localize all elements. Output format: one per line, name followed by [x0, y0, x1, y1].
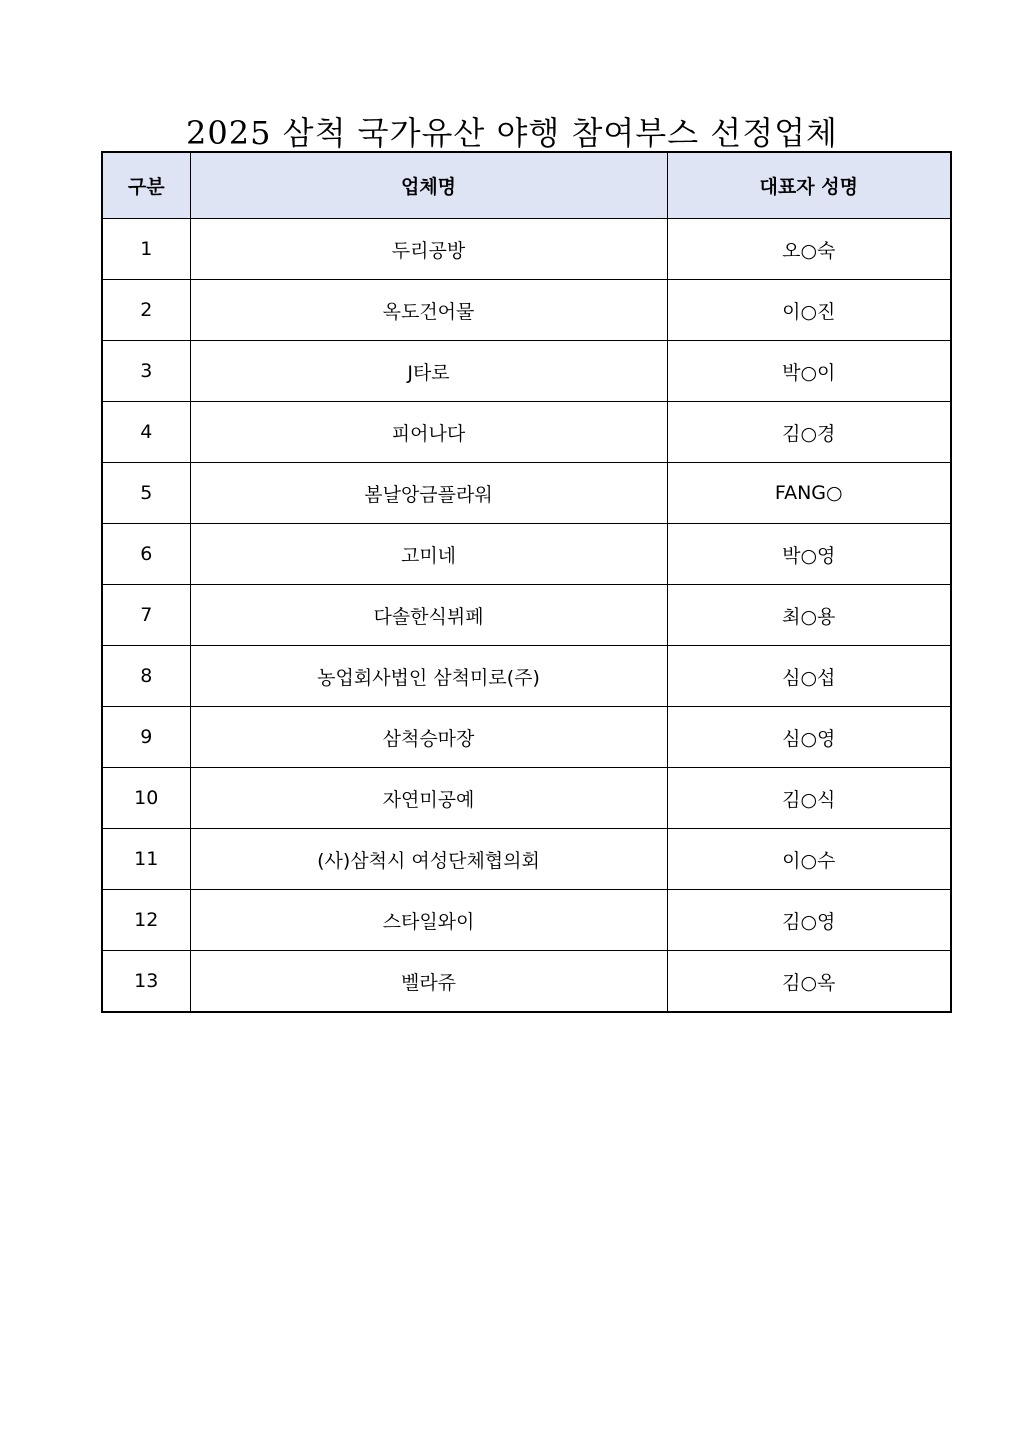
company-name: 봄날앙금플라워 [190, 463, 667, 524]
row-number: 5 [102, 463, 190, 524]
table-row [102, 768, 951, 829]
table-header-row [102, 152, 951, 219]
company-name: 농업회사법인 삼척미로(주) [190, 646, 667, 707]
row-number: 9 [102, 707, 190, 768]
representative-name: 김○옥 [667, 951, 951, 1013]
company-name: 두리공방 [190, 219, 667, 280]
company-name: J타로 [190, 341, 667, 402]
row-number: 8 [102, 646, 190, 707]
row-number: 10 [102, 768, 190, 829]
table-row [102, 890, 951, 951]
representative-name: FANG○ [667, 463, 951, 524]
selected-vendors-table [101, 151, 952, 1013]
company-name: 고미네 [190, 524, 667, 585]
company-name: 벨라쥬 [190, 951, 667, 1013]
company-name: 옥도건어물 [190, 280, 667, 341]
row-number: 6 [102, 524, 190, 585]
table-row [102, 585, 951, 646]
row-number: 7 [102, 585, 190, 646]
table-row [102, 951, 951, 1013]
representative-name: 심○섭 [667, 646, 951, 707]
representative-name: 박○영 [667, 524, 951, 585]
column-header-representative: 대표자 성명 [667, 152, 951, 219]
table-header [102, 152, 951, 219]
row-number: 4 [102, 402, 190, 463]
row-number: 1 [102, 219, 190, 280]
representative-name: 오○숙 [667, 219, 951, 280]
table-row [102, 402, 951, 463]
representative-name: 김○경 [667, 402, 951, 463]
table-body [102, 219, 951, 1013]
column-header-company: 업체명 [190, 152, 667, 219]
table-row [102, 707, 951, 768]
table-row [102, 524, 951, 585]
representative-name: 이○진 [667, 280, 951, 341]
table-row [102, 280, 951, 341]
table-row [102, 219, 951, 280]
company-name: 다솔한식뷔페 [190, 585, 667, 646]
row-number: 3 [102, 341, 190, 402]
representative-name: 심○영 [667, 707, 951, 768]
company-name: 삼척승마장 [190, 707, 667, 768]
row-number: 12 [102, 890, 190, 951]
company-name: 자연미공예 [190, 768, 667, 829]
row-number: 13 [102, 951, 190, 1013]
representative-name: 김○영 [667, 890, 951, 951]
company-name: 피어나다 [190, 402, 667, 463]
representative-name: 김○식 [667, 768, 951, 829]
row-number: 2 [102, 280, 190, 341]
company-name: 스타일와이 [190, 890, 667, 951]
table-row [102, 463, 951, 524]
row-number: 11 [102, 829, 190, 890]
table-row [102, 341, 951, 402]
representative-name: 최○용 [667, 585, 951, 646]
page-title: 2025 삼척 국가유산 야행 참여부스 선정업체 [186, 114, 838, 153]
table-row [102, 829, 951, 890]
table-row [102, 646, 951, 707]
representative-name: 박○이 [667, 341, 951, 402]
representative-name: 이○수 [667, 829, 951, 890]
column-header-no: 구분 [102, 152, 190, 219]
company-name: (사)삼척시 여성단체협의회 [190, 829, 667, 890]
